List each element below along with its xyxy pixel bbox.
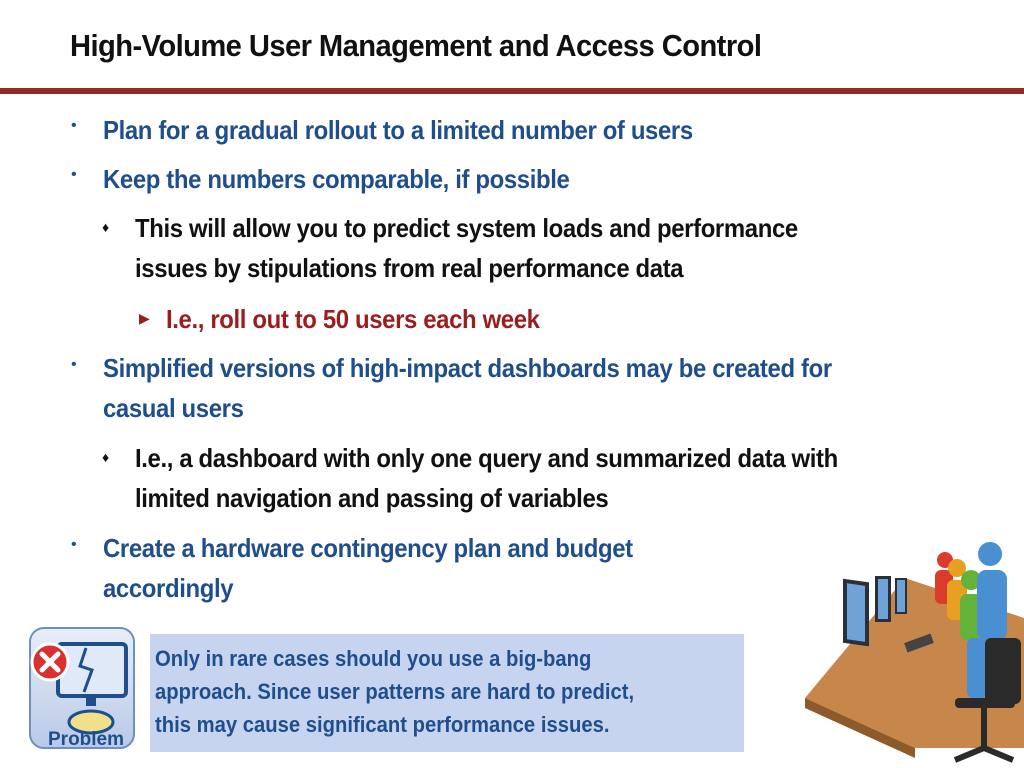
bullet-marker: ♦ <box>102 219 110 235</box>
bullet-level3: I.e., roll out to 50 users each week <box>166 304 540 334</box>
bullet-marker: • <box>71 166 77 183</box>
users-at-computer-workstations-icon <box>795 538 1024 768</box>
bullet-marker: ♦ <box>102 449 110 465</box>
bullet-marker: • <box>71 536 77 553</box>
bullet-level1: Create a hardware contingency plan and budget accordingly <box>103 533 633 603</box>
bullet-level1: Plan for a gradual rollout to a limited number of users <box>103 115 693 145</box>
slide-title: High-Volume User Management and Access Control <box>70 28 762 63</box>
bullet-marker: ▶ <box>139 310 150 326</box>
bullet-level2: I.e., a dashboard with only one query and summarized data with limited navigation and passing of variables <box>135 443 838 513</box>
bullet-level1: Simplified versions of high-impact dashboards may be created for casual users <box>103 353 832 423</box>
callout-text: Only in rare cases should you use a big-bang approach. Since user patterns are hard to predict, this may cause significant performance issues. <box>155 646 635 737</box>
problem-label: Problem <box>48 729 125 750</box>
bullet-marker: • <box>71 117 77 134</box>
bullet-level1: Keep the numbers comparable, if possible <box>103 164 570 194</box>
bullet-marker: • <box>71 356 77 373</box>
bullet-level2: This will allow you to predict system loads and performance issues by stipulations from real performance data <box>135 213 798 283</box>
